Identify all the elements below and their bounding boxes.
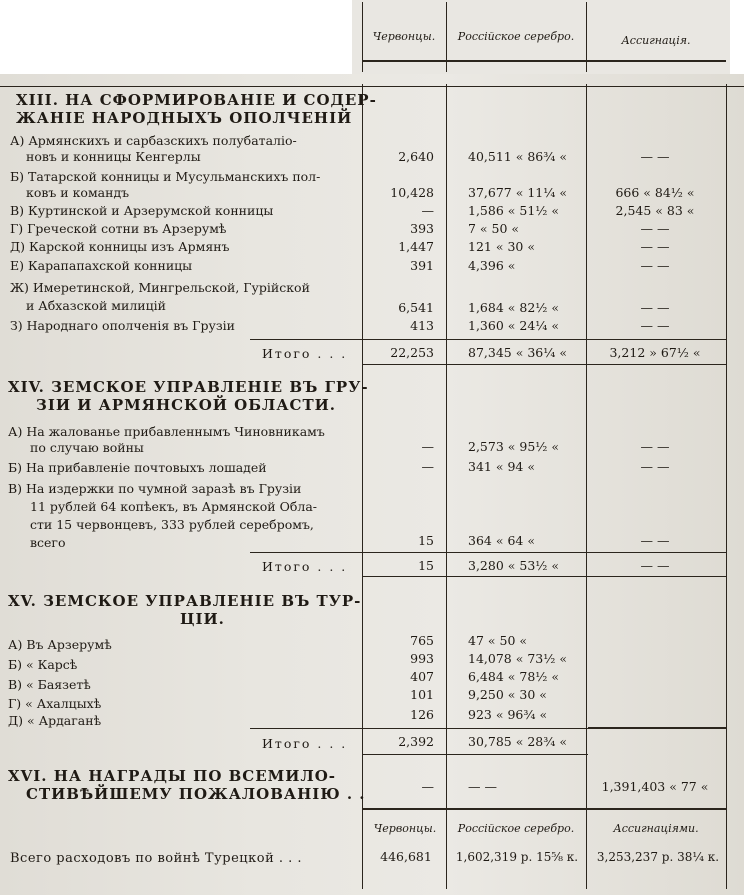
value-silver: 1,360 « 24¼ « <box>468 318 560 333</box>
value-chervontsy: 2,640 <box>398 149 434 164</box>
section-title: XVI. НА НАГРАДЫ ПО ВСЕМИЛО- <box>8 767 337 785</box>
rule-horizontal <box>362 808 726 810</box>
column-rule <box>586 84 587 889</box>
value-assignats: — — <box>640 258 670 273</box>
row-label: Г) Греческой сотни въ Арзерумѣ <box>10 221 227 236</box>
total-label: Итого . . . <box>262 559 348 574</box>
grand-total-label: Всего расходовъ по войнѣ Турецкой . . . <box>10 851 303 866</box>
column-rule <box>362 84 363 889</box>
value-silver: 47 « 50 « <box>468 633 528 648</box>
rule-total <box>250 728 590 729</box>
rule-total <box>250 552 726 553</box>
grand-total-assignats: 3,253,237 р. 38¼ к. <box>596 850 720 864</box>
value-chervontsy: 407 <box>410 669 434 684</box>
row-label: А) Въ Арзерумѣ <box>8 637 112 652</box>
value-chervontsy: 1,447 <box>398 239 434 254</box>
value-silver: 364 « 64 « <box>468 533 535 548</box>
rule-horizontal <box>0 86 744 87</box>
value-chervontsy: 10,428 <box>390 185 434 200</box>
row-label: Д) Карской конницы изъ Армянъ <box>10 239 230 254</box>
value-assignats: — — <box>640 533 670 548</box>
rule-horizontal <box>362 754 588 755</box>
row-label: всего <box>30 535 66 550</box>
section-title: ЦІИ. <box>180 610 225 628</box>
total-assignats: 3,212 » 67½ « <box>609 345 701 360</box>
value-chervontsy: — <box>421 459 434 474</box>
value-silver: 37,677 « 11¼ « <box>468 185 567 200</box>
value-assignats: — — <box>640 300 670 315</box>
row-label: по случаю войны <box>30 440 144 455</box>
value-assignats: — — <box>640 239 670 254</box>
value-silver: 14,078 « 73½ « <box>468 651 567 666</box>
value-silver: 40,511 « 86¾ « <box>468 149 567 164</box>
row-label: ковъ и командъ <box>26 185 130 200</box>
total-chervontsy: 15 <box>418 558 434 573</box>
section-title: ЖАНІЕ НАРОДНЫХЪ ОПОЛЧЕНІЙ <box>16 109 353 127</box>
row-label: А) На жалованье прибавленнымъ Чиновникамъ <box>8 424 325 439</box>
value-chervontsy: 6,541 <box>398 300 434 315</box>
rule-horizontal <box>362 364 726 365</box>
row-label: сти 15 червонцевъ, 333 рублей серебромъ, <box>30 517 314 532</box>
value-chervontsy: — <box>421 203 434 218</box>
total-label: Итого . . . <box>262 346 348 361</box>
grand-total-chervontsy: 446,681 <box>380 849 432 864</box>
total-silver: 30,785 « 28¾ « <box>468 734 567 749</box>
row-label: 11 рублей 64 копѣекъ, въ Армянской Обла- <box>30 499 318 514</box>
total-silver: 3,280 « 53½ « <box>468 558 560 573</box>
row-label: и Абхазской милицій <box>26 298 166 313</box>
section-title: XIII. НА СФОРМИРОВАНІЕ И СОДЕР- <box>16 91 377 109</box>
row-label: Д) « Ардаганѣ <box>8 713 102 728</box>
value-chervontsy: 391 <box>410 258 434 273</box>
rule-horizontal <box>362 576 726 577</box>
section-title: XV. ЗЕМСКОЕ УПРАВЛЕНІЕ ВЪ ТУР- <box>8 592 362 610</box>
value-silver: 2,573 « 95½ « <box>468 439 560 454</box>
header-silver: Россійское серебро. <box>457 30 575 43</box>
header-assignats: Ассигнація. <box>621 34 691 47</box>
total-chervontsy: 22,253 <box>390 345 434 360</box>
row-label: А) Армянскихъ и сарбазскихъ полубаталіо- <box>10 133 297 148</box>
value-silver: 7 « 50 « <box>468 221 520 236</box>
footer-header-assignats: Ассигнаціями. <box>613 822 699 835</box>
value-assignats: 2,545 « 83 « <box>615 203 695 218</box>
value-silver: 4,396 « <box>468 258 516 273</box>
row-label: В) Куртинской и Арзерумской конницы <box>10 203 274 218</box>
value-chervontsy: 393 <box>410 221 434 236</box>
rule-horizontal <box>362 60 726 62</box>
value-assignats: — — <box>640 149 670 164</box>
row-label: Б) Татарской конницы и Мусульманскихъ пол- <box>10 169 321 184</box>
value-silver: 1,684 « 82½ « <box>468 300 560 315</box>
value-chervontsy: 15 <box>418 533 434 548</box>
value-chervontsy: 765 <box>410 633 434 648</box>
total-silver: 87,345 « 36¼ « <box>468 345 567 360</box>
total-assignats: — — <box>640 558 670 573</box>
row-label: В) На издержки по чумной заразѣ въ Грузіи <box>8 481 302 496</box>
value-silver: 1,586 « 51½ « <box>468 203 560 218</box>
value-assignats: — — <box>640 318 670 333</box>
value-chervontsy: — <box>421 779 434 794</box>
section-title: СТИВѢЙШЕМУ ПОЖАЛОВАНІЮ . . <box>26 785 366 803</box>
total-chervontsy: 2,392 <box>398 734 434 749</box>
header-strip <box>352 0 730 74</box>
value-silver: 9,250 « 30 « <box>468 687 547 702</box>
column-rule <box>726 84 727 889</box>
rule-total <box>250 339 726 340</box>
grand-total-silver: 1,602,319 р. 15⅝ к. <box>455 850 579 864</box>
row-label: Е) Карапапахской конницы <box>10 258 193 273</box>
value-silver: 6,484 « 78½ « <box>468 669 560 684</box>
value-assignats: 1,391,403 « 77 « <box>601 779 709 794</box>
row-label: Б) « Карсѣ <box>8 657 78 672</box>
value-chervontsy: 101 <box>410 687 434 702</box>
value-silver: 923 « 96¾ « <box>468 707 548 722</box>
footer-header-chervontsy: Червонцы. <box>373 822 437 835</box>
row-label: Б) На прибавленіе почтовыхъ лошадей <box>8 460 267 475</box>
value-silver: 121 « 30 « <box>468 239 535 254</box>
row-label: Ж) Имеретинской, Мингрельской, Гурійской <box>10 280 310 295</box>
rule-horizontal <box>588 727 726 729</box>
header-chervontsy: Червонцы. <box>372 30 436 43</box>
value-silver: — — <box>468 779 497 794</box>
value-chervontsy: 126 <box>410 707 434 722</box>
value-chervontsy: — <box>421 439 434 454</box>
section-title: XIV. ЗЕМСКОЕ УПРАВЛЕНІЕ ВЪ ГРУ- <box>8 378 369 396</box>
total-label: Итого . . . <box>262 736 348 751</box>
value-assignats: — — <box>640 221 670 236</box>
footer-header-silver: Россійское серебро. <box>457 822 575 835</box>
value-assignats: 666 « 84½ « <box>615 185 695 200</box>
value-assignats: — — <box>640 439 670 454</box>
value-silver: 341 « 94 « <box>468 459 535 474</box>
section-title: ЗІИ И АРМЯНСКОЙ ОБЛАСТИ. <box>36 396 337 414</box>
value-chervontsy: 993 <box>410 651 434 666</box>
value-assignats: — — <box>640 459 670 474</box>
row-label: Г) « Ахалцыхѣ <box>8 696 102 711</box>
value-chervontsy: 413 <box>410 318 434 333</box>
row-label: новъ и конницы Кенгерлы <box>26 149 201 164</box>
row-label: В) « Баязетѣ <box>8 677 91 692</box>
row-label: З) Народнаго ополченія въ Грузіи <box>10 318 235 333</box>
